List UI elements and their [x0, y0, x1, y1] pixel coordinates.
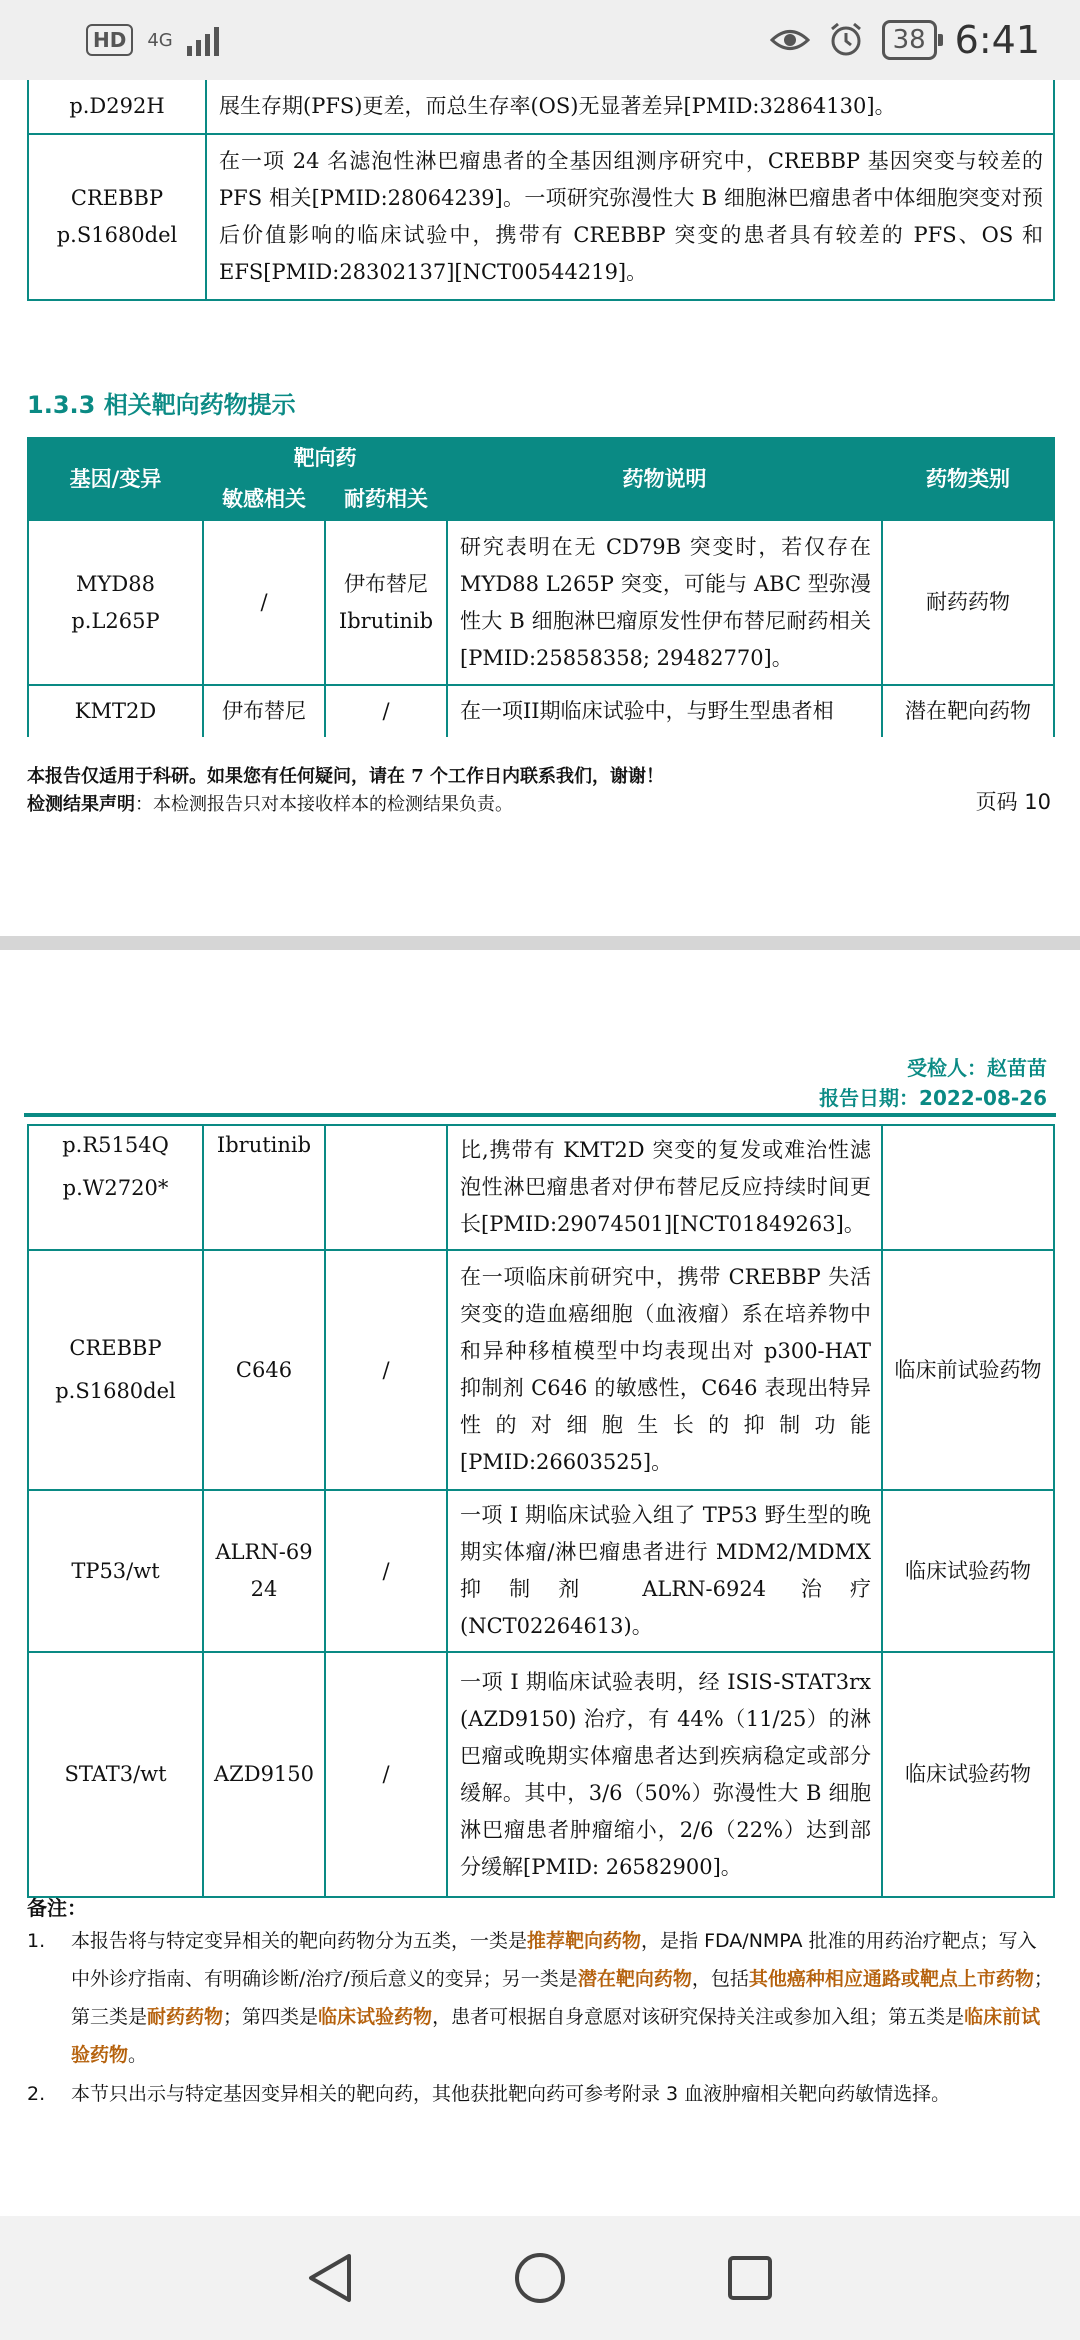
- targeted-drug-table: [27, 437, 1055, 737]
- battery-indicator: 38: [882, 20, 937, 60]
- gene-cell: [28, 1250, 203, 1490]
- gene-cell: [28, 80, 206, 134]
- highlighted-term: 耐药药物: [147, 2006, 224, 2028]
- header-description: 药物说明: [447, 438, 882, 520]
- page-separator: [0, 936, 1080, 950]
- report-date: 报告日期：2022-08-26: [819, 1086, 1047, 1110]
- note-text: ，包括: [691, 1968, 749, 1990]
- note-body: [71, 2075, 1055, 2113]
- sensitive-cell: AZD9150: [203, 1652, 325, 1897]
- home-button[interactable]: [510, 2248, 570, 2308]
- resistant-cell: /: [325, 685, 447, 737]
- header-category: 药物类别: [882, 438, 1054, 520]
- gene-name: KMT2D: [74, 699, 157, 723]
- category-cell: 临床试验药物: [882, 1652, 1054, 1897]
- highlighted-term: 临床前试验药物: [71, 2006, 1041, 2066]
- gene-cell: [28, 1125, 203, 1250]
- network-type: 4G: [147, 29, 173, 51]
- note-body: [71, 1922, 1055, 2074]
- gene-name: MYD88: [76, 571, 155, 596]
- gene-cell: [28, 520, 203, 685]
- note-text: ；第四类是: [223, 2006, 319, 2028]
- gene-cell: [28, 134, 206, 300]
- signal-icon: [187, 24, 227, 56]
- notes-title: 备注：: [27, 1896, 87, 1920]
- sensitive-cell: ALRN-6924: [203, 1490, 325, 1652]
- description-cell: 在一项临床前研究中，携带 CREBBP 失活突变的造血癌细胞（血液瘤）系在培养物中和异种移植模型中均表现出对 p300-HAT 抑制剂 C646 的敏感性，C646 表现出特异性的对细胞生长的抑制功能[PMID:26603525]。: [447, 1250, 882, 1490]
- gene-cell: [28, 1490, 203, 1652]
- table-row: [28, 1490, 1054, 1652]
- highlighted-term: 临床试验药物: [318, 2006, 433, 2028]
- status-right: [770, 18, 1040, 62]
- status-left: [86, 24, 227, 56]
- sensitive-cell: /: [203, 520, 325, 685]
- navigation-bar: [0, 2216, 1080, 2340]
- description-cell: 在一项 24 名滤泡性淋巴瘤患者的全基因组测序研究中，CREBBP 基因突变与较差的 PFS 相关[PMID:28064239]。一项研究弥漫性大 B 细胞淋巴瘤患者中体细胞突变对预后价值影响的临床试验中，携带有 CREBBP 突变的患者具有较差的 PFS、OS 和 EFS[PMID:28302137][NCT00544219]。: [206, 134, 1054, 300]
- gene-variant: p.S1680del: [56, 223, 178, 247]
- table-row: [28, 520, 1054, 685]
- hd-voice-badge: HD: [86, 24, 133, 56]
- gene-cell: [28, 685, 203, 737]
- back-triangle-icon: [305, 2250, 355, 2306]
- page-number: 页码 10: [975, 790, 1051, 814]
- table-header-row: [28, 438, 1054, 479]
- description-cell: 研究表明在无 CD79B 突变时，若仅存在 MYD88 L265P 突变，可能与 ABC 型弥漫性大 B 细胞淋巴瘤原发性伊布替尼耐药相关 [PMID:25858358; 29482770]。: [447, 520, 882, 685]
- table-row: [28, 685, 1054, 737]
- table-row: [28, 1250, 1054, 1490]
- note-text: 。: [128, 2044, 148, 2066]
- prognosis-table: [27, 80, 1055, 301]
- recents-button[interactable]: [720, 2248, 780, 2308]
- note-number: 1.: [27, 1930, 46, 1952]
- highlighted-term: 潜在靶向药物: [577, 1968, 692, 1990]
- highlighted-term: 推荐靶向药物: [527, 1930, 642, 1952]
- table-row: [28, 1125, 1054, 1250]
- eye-comfort-icon: [770, 27, 810, 53]
- sensitive-cell: Ibrutinib: [203, 1125, 325, 1250]
- gene-variant: p.L265P: [71, 608, 160, 633]
- category-cell: 耐药药物: [882, 520, 1054, 685]
- header-resistant: 耐药相关: [325, 479, 447, 520]
- header-gene: 基因/变异: [28, 438, 203, 520]
- description-cell: 在一项II期临床试验中，与野生型患者相: [447, 685, 882, 737]
- gene-name: CREBBP: [69, 1336, 162, 1360]
- resistant-cell: /: [325, 1652, 447, 1897]
- note-text: ，是指 FDA/NMPA 批准的用药治疗靶点；写入中外诊疗指南、有明确诊断/治疗/预后意义的变异；另一类是: [71, 1930, 1037, 1990]
- result-statement-text: ：本检测报告只对本接收样本的检测结果负责。: [135, 794, 513, 815]
- section-title: 1.3.3 相关靶向药物提示: [27, 391, 296, 419]
- gene-variant: p.D292H: [69, 94, 165, 118]
- note-item: [27, 1922, 1055, 2074]
- header-sensitive: 敏感相关: [203, 479, 325, 520]
- result-statement-label: 检测结果声明: [27, 794, 135, 815]
- category-cell: 临床试验药物: [882, 1490, 1054, 1652]
- patient-name: 受检人：赵苗苗: [907, 1056, 1047, 1080]
- note-number: 2.: [27, 2083, 46, 2105]
- targeted-drug-table-continued: [27, 1124, 1055, 1898]
- resistant-cell: /: [325, 1490, 447, 1652]
- gene-variant: p.R5154Q: [62, 1133, 169, 1157]
- sensitive-cell: C646: [203, 1250, 325, 1490]
- gene-name: STAT3/wt: [64, 1762, 167, 1786]
- status-bar: [0, 0, 1080, 80]
- category-cell: 潜在靶向药物: [882, 685, 1054, 737]
- header-targeted-drug: 靶向药: [203, 438, 447, 479]
- back-button[interactable]: [300, 2248, 360, 2308]
- gene-cell: [28, 1652, 203, 1897]
- clock: 6:41: [954, 18, 1040, 62]
- note-text: 本报告将与特定变异相关的靶向药物分为五类，一类是: [71, 1930, 528, 1952]
- note-text: 本节只出示与特定基因变异相关的靶向药，其他获批靶向药可参考附录 3 血液肿瘤相关靶向药敏情选择。: [71, 2083, 951, 2105]
- alarm-icon: [828, 22, 864, 58]
- home-circle-icon: [512, 2250, 568, 2306]
- sensitive-cell: 伊布替尼: [203, 685, 325, 737]
- recents-square-icon: [725, 2253, 775, 2303]
- gene-variant: p.W2720*: [62, 1176, 169, 1200]
- description-cell: 展生存期(PFS)更差，而总生存率(OS)无显著差异[PMID:32864130]。: [206, 80, 1054, 134]
- research-only-notice: 本报告仅适用于科研。如果您有任何疑问，请在 7 个工作日内联系我们，谢谢！: [27, 766, 665, 787]
- result-statement: [27, 790, 513, 816]
- resistant-cell: [325, 1125, 447, 1250]
- description-cell: 一项 I 期临床试验入组了 TP53 野生型的晚期实体瘤/淋巴瘤患者进行 MDM2/MDMX 抑制剂 ALRN-6924 治疗(NCT02264613)。: [447, 1490, 882, 1652]
- resistant-cell: 伊布替尼 Ibrutinib: [325, 520, 447, 685]
- resistant-cell: /: [325, 1250, 447, 1490]
- note-item: [27, 2075, 1055, 2113]
- gene-name: CREBBP: [70, 186, 164, 210]
- table-row: [28, 134, 1054, 300]
- description-cell: 比,携带有 KMT2D 突变的复发或难治性滤泡性淋巴瘤患者对伊布替尼反应持续时间更长[PMID:29074501][NCT01849263]。: [447, 1125, 882, 1250]
- gene-name: TP53/wt: [71, 1558, 160, 1583]
- header-divider: [24, 1113, 1056, 1117]
- note-text: ，患者可根据自身意愿对该研究保持关注或参加入组；第五类是: [432, 2006, 965, 2028]
- table-row: [28, 80, 1054, 134]
- category-cell: [882, 1125, 1054, 1250]
- gene-variant: p.S1680del: [55, 1379, 176, 1403]
- note-text: ；第三类是: [71, 1968, 1053, 2028]
- table-row: [28, 1652, 1054, 1897]
- category-cell: 临床前试验药物: [882, 1250, 1054, 1490]
- highlighted-term: 其他癌种相应通路或靶点上市药物: [748, 1968, 1034, 1990]
- description-cell: 一项 I 期临床试验表明，经 ISIS-STAT3rx (AZD9150) 治疗，有 44%（11/25）的淋巴瘤或晚期实体瘤患者达到疾病稳定或部分缓解。其中，3/6（50%）弥漫性大 B 细胞淋巴瘤患者肿瘤缩小，2/6（22%）达到部分缓解[PMID: 26582900]。: [447, 1652, 882, 1897]
